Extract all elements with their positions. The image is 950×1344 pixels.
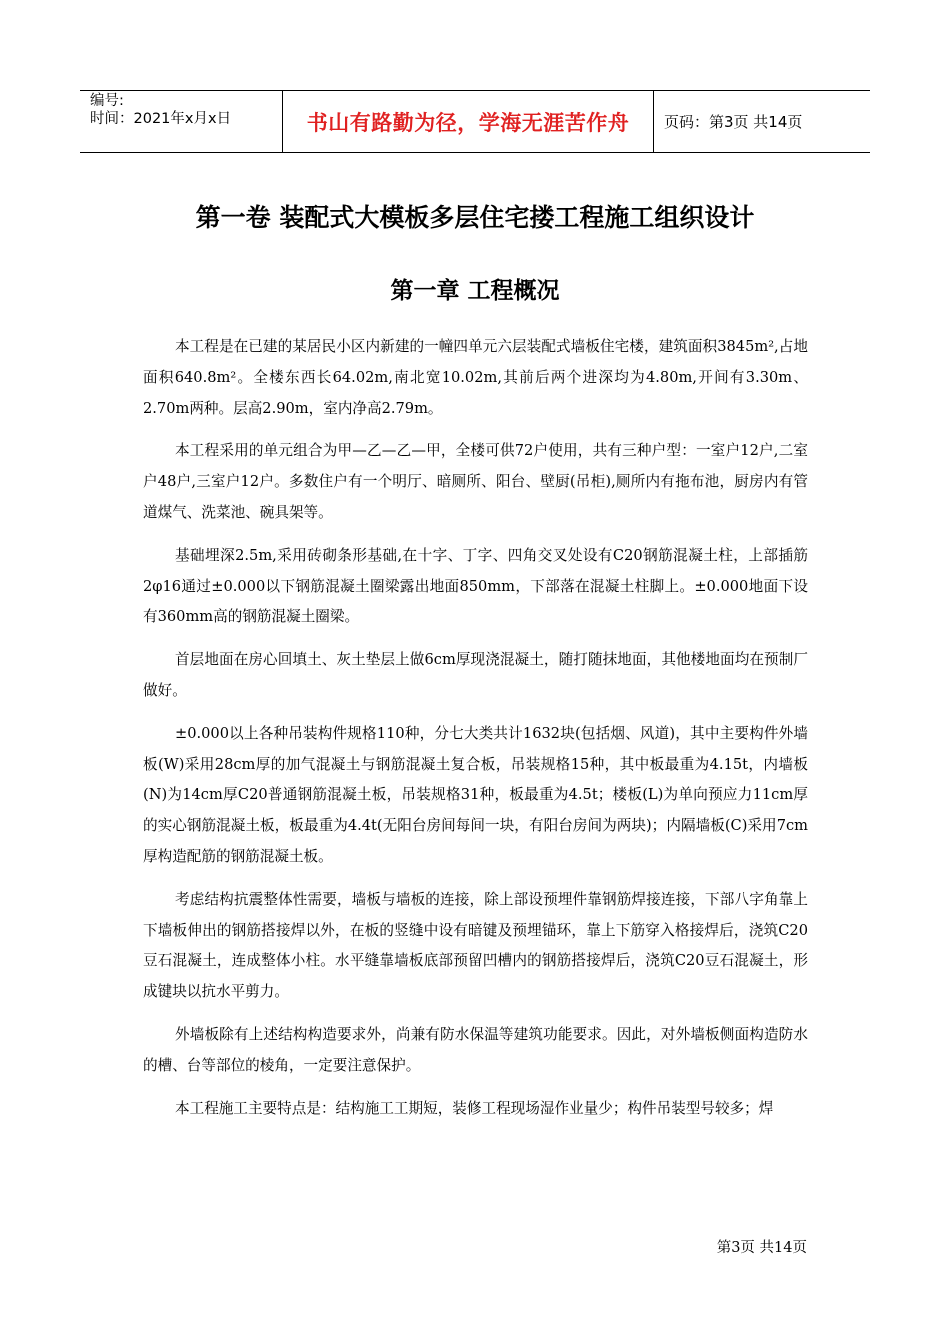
- header-meta: [80, 91, 282, 152]
- motto: 书山有路勤为径，学海无涯苦作舟: [282, 91, 654, 152]
- page-footer: 第3页 共14页: [716, 1240, 807, 1256]
- paragraph: 基础埋深2.5m,采用砖砌条形基础,在十字、丁字、四角交叉处设有C20钢筋混凝土柱，上部插筋2φ16通过±0.000以下钢筋混凝土圈梁露出地面850mm，下部落在混凝土柱脚上。±0.000地面下设有360mm高的钢筋混凝土圈梁。: [143, 546, 808, 626]
- paragraph: 考虑结构抗震整体性需要，墙板与墙板的连接，除上部设预埋件靠钢筋焊接连接，下部八字角靠上下墙板伸出的钢筋搭接焊以外，在板的竖缝中设有暗键及预埋锚环，靠上下筋穿入格接焊后，浇筑C20豆石混凝土，连成整体小柱。水平缝靠墙板底部预留凹槽内的钢筋搭接焊后，浇筑C20豆石混凝土，形成键块以抗水平剪力。: [143, 890, 808, 1001]
- header-table: [80, 90, 870, 153]
- chapter-title: 第一章 工程概况: [390, 278, 560, 304]
- paragraph: 首层地面在房心回填土、灰土垫层上做6cm厚现浇混凝土，随打随抹地面，其他楼地面均在预制厂做好。: [143, 651, 808, 699]
- paragraph: 外墙板除有上述结构构造要求外，尚兼有防水保温等建筑功能要求。因此，对外墙板侧面构造防水的槽、台等部位的棱角，一定要注意保护。: [143, 1025, 808, 1074]
- paragraph: 本工程是在已建的某居民小区内新建的一幢四单元六层装配式墙板住宅楼，建筑面积3845m²,占地面积640.8m²。全楼东西长64.02m,南北宽10.02m,其前后两个进深均为4.80m,开间有3.30m、2.70m两种。层高2.90m，室内净高2.79m。: [143, 338, 808, 417]
- document-title: 第一卷 装配式大模板多层住宅搂工程施工组织设计: [195, 203, 755, 232]
- paragraph: ±0.000以上各种吊装构件规格110种，分七大类共计1632块(包括烟、风道)，其中主要构件外墙板(W)采用28cm厚的加气混凝土与钢筋混凝土复合板，吊装规格15种，其中板最重为4.15t，内墙板(N)为14cm厚C20普通钢筋混凝土板，吊装规格31种，板最重为4.5t；楼板(L)为单向预应力11cm厚的实心钢筋混凝土板，板最重为4.4t(无阳台房间每间一块，有阳台房间为两块)；内隔墙板(C)采用7cm厚构造配筋的钢筋混凝土板。: [143, 724, 808, 865]
- time-label: 时间：2021年x月x日: [90, 111, 232, 127]
- body-text: [143, 332, 808, 1136]
- number-label: 编号:: [90, 93, 124, 109]
- paragraph: 本工程采用的单元组合为甲—乙—乙—甲，全楼可供72户使用，共有三种户型：一室户12户,二室户48户,三室户12户。多数住户有一个明厅、暗厕所、阳台、壁厨(吊柜),厕所内有拖布池，厨房内有管道煤气、洗菜池、碗具架等。: [143, 442, 808, 521]
- page-label: 页码：第3页 共14页: [664, 113, 803, 131]
- paragraph: 本工程施工主要特点是：结构施工工期短，装修工程现场湿作业量少；构件吊装型号较多；焊: [175, 1099, 774, 1117]
